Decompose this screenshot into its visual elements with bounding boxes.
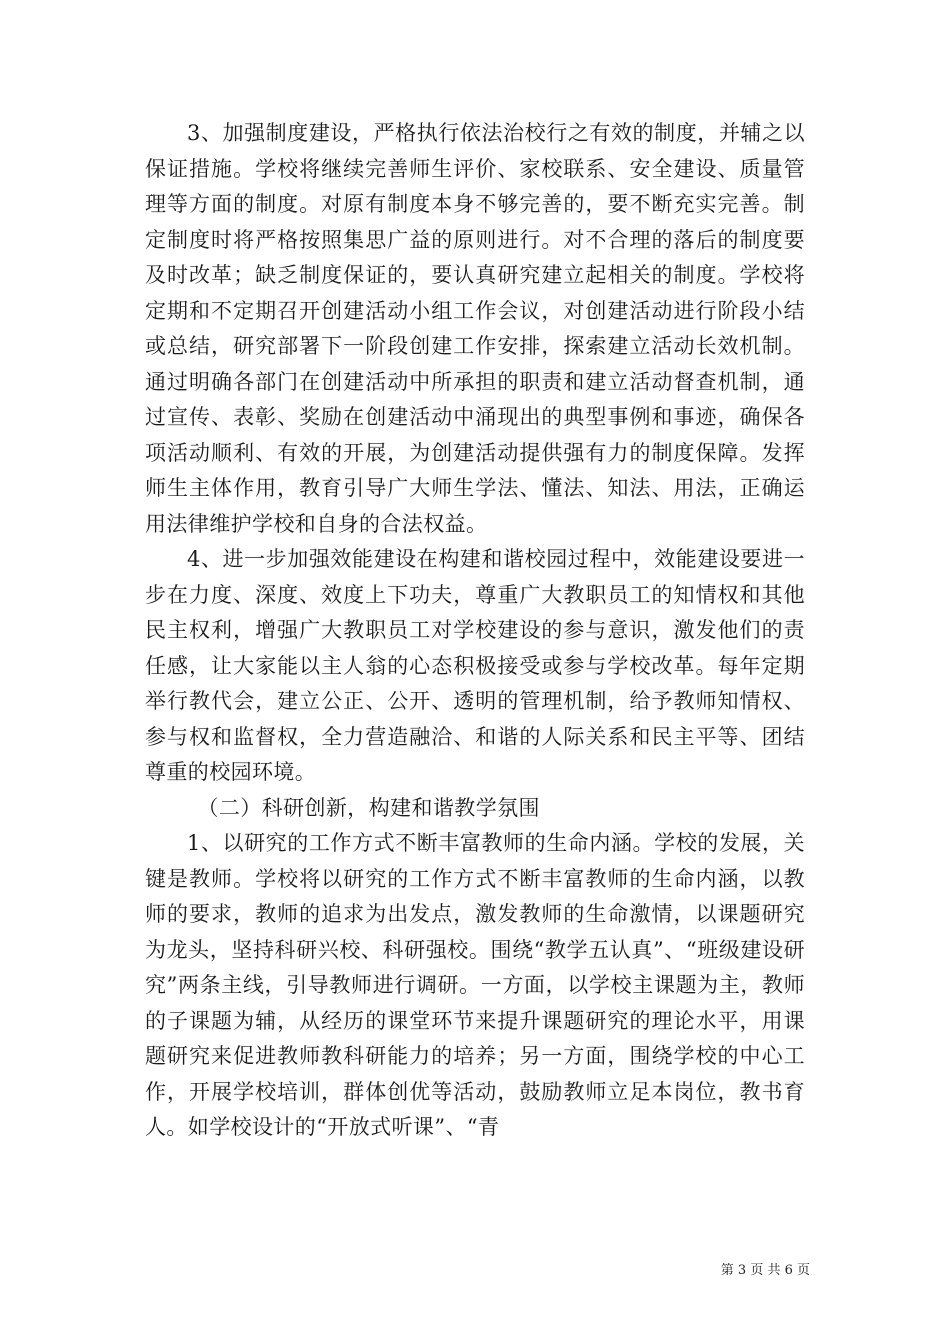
paragraph-efficiency-building: 4、进一步加强效能建设在构建和谐校园过程中，效能建设要进一步在力度、深度、效度上下功夫，尊重广大教职员工的知情权和其他民主权利，增强广大教职员工对学校建设的参与意识，激发他们的责任感，让大家能以主人翁的心态积极接受或参与学校改革。每年定期举行教代会，建立公正、公开、透明的管理机制，给予教师知情权、参与权和监督权，全力营造融洽、和谐的人际关系和民主平等、团结尊重的校园环境。 (145, 547, 805, 784)
paragraph-research-work-style: 1、以研究的工作方式不断丰富教师的生命内涵。学校的发展，关键是教师。学校将以研究的工作方式不断丰富教师的生命内涵，以教师的要求，教师的追求为出发点，激发教师的生命激情，以课题研究为龙头，坚持科研兴校、科研强校。围绕“教学五认真”、“班级建设研究”两条主线，引导教师进行调研。一方面，以学校主课题为主，教师的子课题为辅，从经历的课堂环节来提升课题研究的理论水平，用课题研究来促进教师教科研能力的培养；另一方面，围绕学校的中心工作，开展学校培训，群体创优等活动，鼓励教师立足本岗位，教书育人。如学校设计的“开放式听课”、“青 (145, 831, 805, 1139)
document-body (145, 116, 805, 1146)
paragraph-institution-building: 3、加强制度建设，严格执行依法治校行之有效的制度，并辅之以保证措施。学校将继续完善师生评价、家校联系、安全建设、质量管理等方面的制度。对原有制度本身不够完善的，要不断充实完善。制定制度时将严格按照集思广益的原则进行。对不合理的落后的制度要及时改革；缺乏制度保证的，要认真研究建立起相关的制度。学校将定期和不定期召开创建活动小组工作会议，对创建活动进行阶段小结或总结，研究部署下一阶段创建工作安排，探索建立活动长效机制。通过明确各部门在创建活动中所承担的职责和建立活动督查机制，通过宣传、表彰、奖励在创建活动中涌现出的典型事例和事迹，确保各项活动顺利、有效的开展，为创建活动提供强有力的制度保障。发挥师生主体作用，教育引导广大师生学法、懂法、知法、用法，正确运用法律维护学校和自身的合法权益。 (145, 121, 805, 536)
section-heading-research-innovation: （二）科研创新，构建和谐教学氛围 (197, 795, 540, 820)
page-number-footer: 第 3 页 共 6 页 (720, 1263, 810, 1278)
